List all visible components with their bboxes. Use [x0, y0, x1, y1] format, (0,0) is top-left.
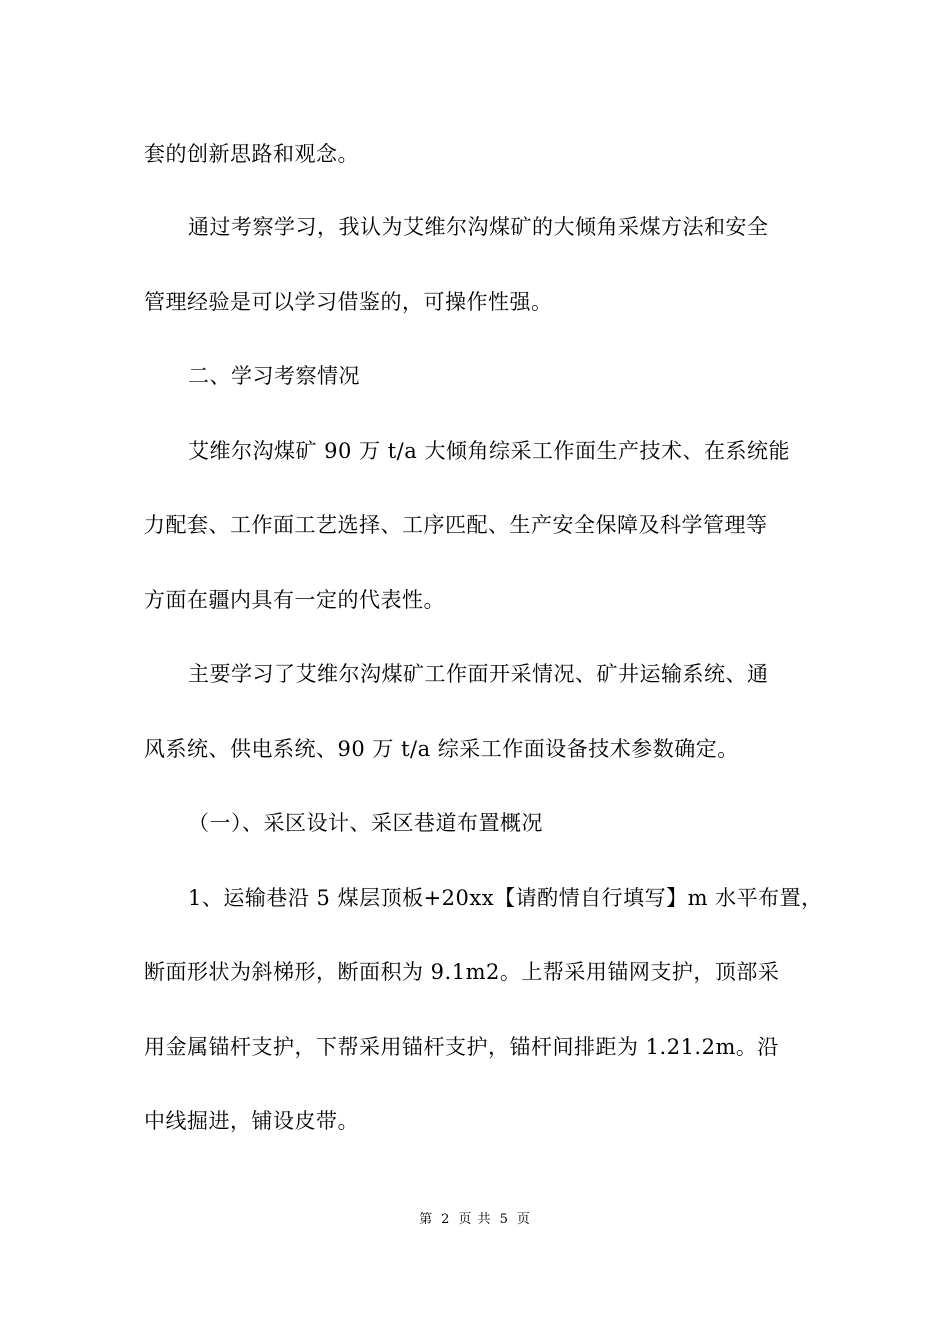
paragraph-line: 1、运输巷沿 5 煤层顶板+20xx【请酌情自行填写】m 水平布置，: [188, 886, 823, 910]
paragraph-line: 风系统、供电系统、90 万 t/a 综采工作面设备技术参数确定。: [144, 737, 739, 761]
section-heading: 二、学习考察情况: [188, 364, 360, 388]
footer-page-number: 2: [441, 1212, 451, 1227]
paragraph-line: 用金属锚杆支护，下帮采用锚杆支护，锚杆间排距为 1.21.2m。沿: [144, 1035, 779, 1059]
paragraph-line: 中线掘进，铺设皮带。: [144, 1109, 359, 1133]
footer-middle: 页 共: [458, 1212, 492, 1227]
paragraph-line: 力配套、工作面工艺选择、工序匹配、生产安全保障及科学管理等: [144, 513, 768, 537]
subsection-heading: （一）、采区设计、采区巷道布置概况: [188, 811, 543, 835]
paragraph-line: 方面在疆内具有一定的代表性。: [144, 588, 445, 612]
footer-prefix: 第: [419, 1212, 434, 1227]
footer-total-pages: 5: [499, 1212, 509, 1227]
paragraph-line: 套的创新思路和观念。: [144, 142, 359, 166]
paragraph-line: 通过考察学习，我认为艾维尔沟煤矿的大倾角采煤方法和安全: [188, 215, 769, 239]
paragraph-line: 主要学习了艾维尔沟煤矿工作面开采情况、矿井运输系统、通: [188, 662, 769, 686]
paragraph-line: 断面形状为斜梯形，断面积为 9.1m2。上帮采用锚网支护，顶部采: [144, 960, 780, 984]
page-footer: [0, 1208, 950, 1227]
paragraph-line: 管理经验是可以学习借鉴的，可操作性强。: [144, 290, 553, 314]
paragraph-line: 艾维尔沟煤矿 90 万 t/a 大倾角综采工作面生产技术、在系统能: [188, 439, 790, 463]
footer-suffix: 页: [516, 1212, 531, 1227]
